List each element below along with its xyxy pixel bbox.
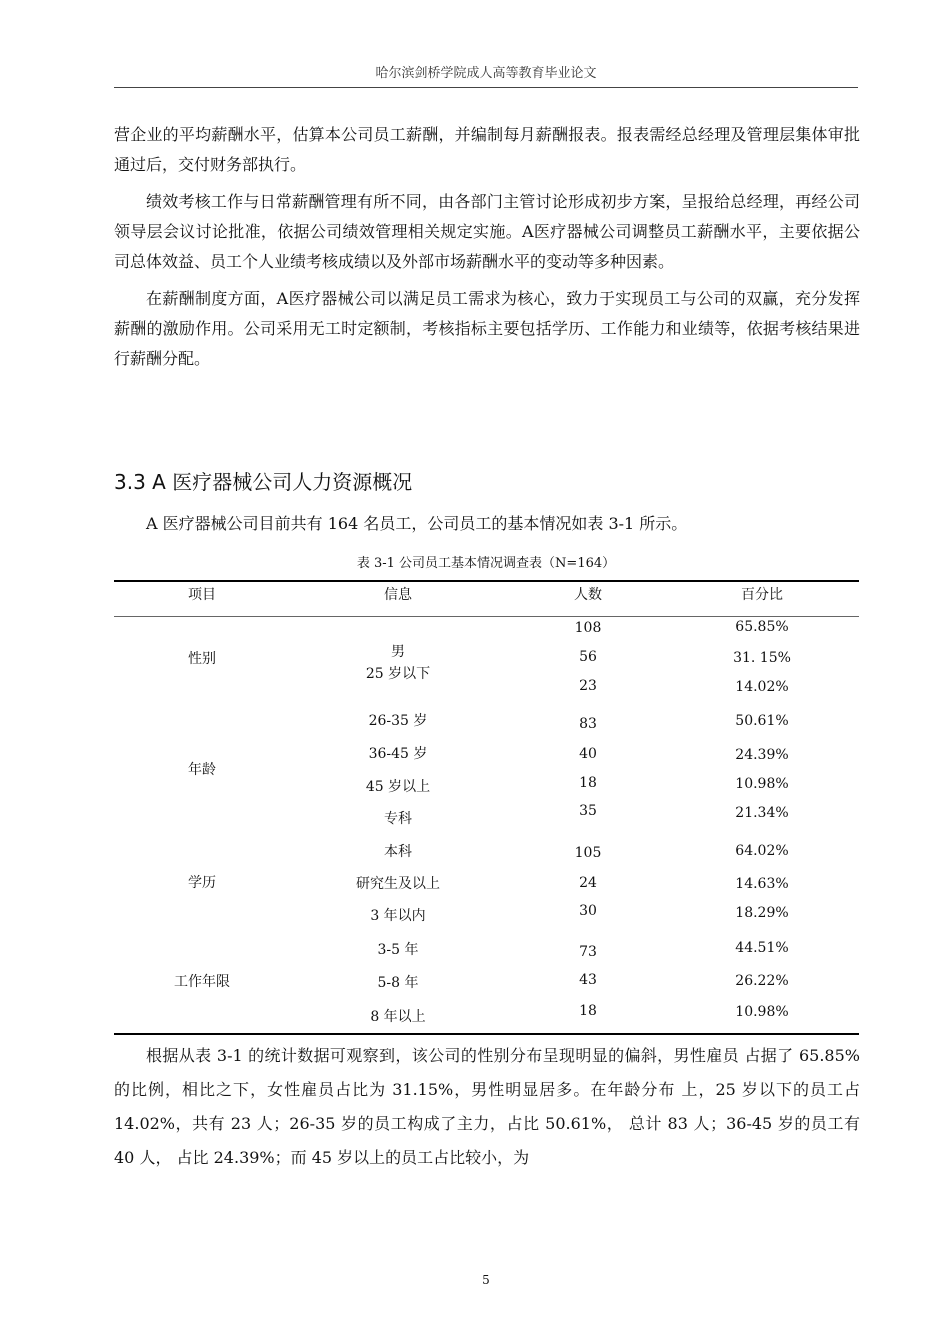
pct-cell: 31. 15% — [733, 650, 791, 666]
pct-cell: 26.22% — [735, 973, 789, 989]
info-cell: 25 岁以下 — [365, 666, 431, 682]
pct-cell: 10.98% — [735, 1004, 789, 1020]
info-cell: 3 年以内 — [370, 908, 426, 924]
info-cell: 研究生及以上 — [356, 876, 440, 892]
pct-cell: 14.63% — [735, 876, 789, 892]
section-intro: A 医疗器械公司目前共有 164 名员工，公司员工的基本情况如表 3-1 所示。 — [146, 514, 688, 533]
count-cell: 83 — [579, 716, 597, 732]
pct-cell: 18.29% — [735, 905, 789, 921]
header-info: 信息 — [384, 587, 412, 603]
section-title: 3.3 A 医疗器械公司人力资源概况 — [114, 470, 413, 494]
page-header: 哈尔滨剑桥学院成人高等教育毕业论文 — [375, 66, 597, 81]
pct-cell: 21.34% — [735, 805, 789, 821]
count-cell: 24 — [579, 875, 597, 891]
info-cell: 26-35 岁 — [368, 713, 428, 729]
info-cell: 5-8 年 — [377, 975, 419, 991]
info-cell: 专科 — [384, 811, 412, 827]
pct-cell: 24.39% — [735, 747, 789, 763]
pct-cell: 10.98% — [735, 776, 789, 792]
header-count: 人数 — [574, 587, 602, 603]
pct-cell: 44.51% — [735, 940, 789, 956]
count-cell: 40 — [579, 746, 597, 762]
pct-cell: 14.02% — [735, 679, 789, 695]
group-education: 学历 — [188, 875, 216, 891]
count-cell: 18 — [579, 1003, 597, 1019]
body-paragraphs — [114, 120, 860, 381]
header-pct: 百分比 — [741, 587, 783, 603]
paragraph-3: 在薪酬制度方面，A医疗器械公司以满足员工需求为核心，致力于实现员工与公司的双赢，充分发挥薪酬的激励作用。公司采用无工时定额制，考核指标主要包括学历、工作能力和业绩等，依据考核结果进行薪酬分配。 — [114, 289, 860, 368]
info-cell: 本科 — [384, 844, 412, 860]
count-cell: 56 — [579, 649, 597, 665]
analysis-paragraph — [114, 1039, 860, 1175]
pct-cell: 64.02% — [735, 843, 789, 859]
count-cell: 30 — [579, 903, 597, 919]
paragraph-2: 绩效考核工作与日常薪酬管理有所不同，由各部门主管讨论形成初步方案，呈报给总经理，再经公司领导层会议讨论批准，依据公司绩效管理相关规定实施。A医疗器械公司调整员工薪酬水平，主要依据公司总体效益、员工个人业绩考核成绩以及外部市场薪酬水平的变动等多种因素。 — [114, 192, 860, 271]
group-age: 年龄 — [188, 762, 216, 778]
table-bottom-rule — [114, 1033, 859, 1035]
analysis-text: 根据从表 3-1 的统计数据可观察到，该公司的性别分布呈现明显的偏斜，男性雇员 占据了 65.85%的比例，相比之下，女性雇员占比为 31.15%，男性明显居多。在年龄分布 上，25 岁以下的员工占 14.02%，共有 23 人；26-35 岁的员工构成了主力，占比 50.61%， 总计 83 人；36-45 岁的员工有 40 人， 占比 24.39%；而 45 岁以上的员工占比较小，为 — [114, 1046, 860, 1167]
pct-cell: 50.61% — [735, 713, 789, 729]
count-cell: 73 — [579, 944, 597, 960]
count-cell: 108 — [574, 620, 602, 636]
paragraph-1: 营企业的平均薪酬水平，估算本公司员工薪酬，并编制每月薪酬报表。报表需经总经理及管理层集体审批通过后，交付财务部执行。 — [114, 125, 860, 174]
count-cell: 43 — [579, 972, 597, 988]
count-cell: 23 — [579, 678, 597, 694]
count-cell: 105 — [574, 845, 602, 861]
table-header-rule — [114, 616, 859, 617]
header-item: 项目 — [188, 587, 216, 603]
info-cell: 36-45 岁 — [368, 746, 428, 762]
info-cell: 8 年以上 — [370, 1009, 426, 1025]
info-cell: 45 岁以上 — [365, 779, 431, 795]
group-tenure: 工作年限 — [174, 974, 230, 990]
header-rule — [114, 87, 858, 88]
count-cell: 18 — [579, 775, 597, 791]
pct-cell: 65.85% — [735, 619, 789, 635]
page-number: 5 — [482, 1273, 490, 1287]
table-top-rule — [114, 580, 859, 582]
count-cell: 35 — [579, 803, 597, 819]
table-caption: 表 3-1 公司员工基本情况调查表（N=164） — [356, 556, 616, 571]
info-cell: 男 — [391, 644, 405, 660]
info-cell: 3-5 年 — [377, 942, 419, 958]
group-gender: 性别 — [188, 651, 216, 667]
